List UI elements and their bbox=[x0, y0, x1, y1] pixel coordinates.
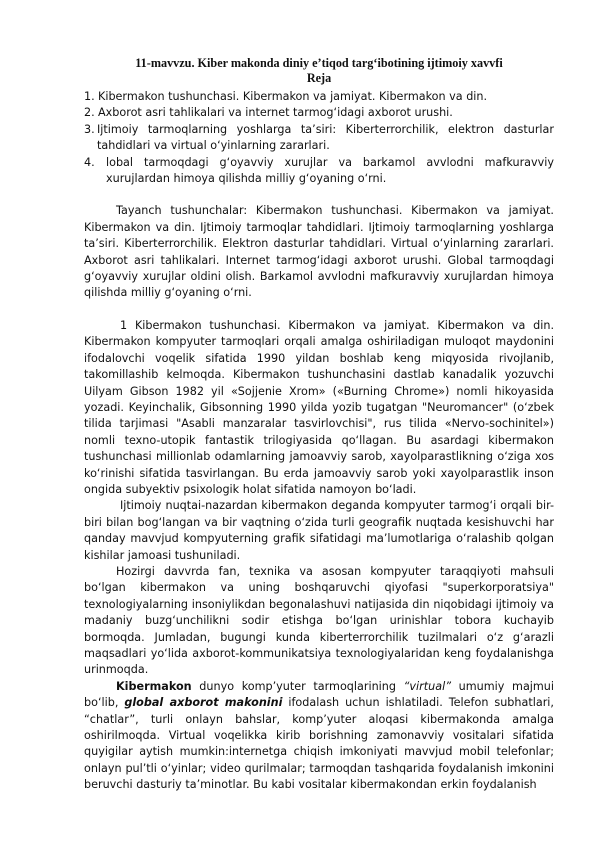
plan-item-text: Kibermakon tushunchasi. Kibermakon va jamiyat. Kibermakon va din. bbox=[98, 90, 488, 103]
plan-item-text: Ijtimoiy tarmoqlarning yoshlarga ta’siri: Kiberterrorchilik, elektron dasturlar tahdidlari va virtual o‘yinlarning zararlari. bbox=[97, 122, 554, 153]
plan-item-3 bbox=[84, 122, 554, 155]
kibermakon-term: Kibermakon bbox=[116, 679, 192, 693]
paragraph-text: dunyo komp’yuter tarmoqlarining bbox=[191, 679, 404, 693]
plan-item-number: 1. bbox=[84, 90, 95, 103]
paragraph-text: umumiy majmui bo‘lib, bbox=[84, 679, 555, 710]
plan-item-text: Axborot asri tahlikalari va internet tarmog‘idagi axborot urushi. bbox=[98, 106, 453, 120]
section1-paragraph-3: Hozirgi davvrda fan, texnika va asosan kompyuter taraqqiyoti mahsuli bo‘lgan kibermakon va uning boshqaruvchi qiyofasi "superkorporatsiya" texnologiyalarning insoniylikdan begonalashuvi natijasida din niqobidagi ijtimoiy va madaniy buzg‘unchilikni sodir etishga bo‘lgan urinishlar tobora kuchayib bormoqda. Jumladan, bugungi kunda kiberterrorchilik tuzilmalari o‘z g‘arazli maqsadlari yo‘lida axborot-kommunikatsiya texnologiyalaridan keng foydalanishga urinmoqda. bbox=[84, 564, 554, 677]
plan-item-4 bbox=[84, 155, 554, 188]
plan-item-number: 3. bbox=[84, 122, 95, 136]
plan-item-number: 4. bbox=[84, 155, 95, 169]
paragraph-text: ifodalash uchun ishlatiladi. Telefon subhatlari, “chatlar”, turli onlayn bahslar, komp’yuter aloqasi kibermakonda amalga oshirilmoqda. Virtual voqelikka kirib borishning zamonavviy vositalari sifatida quyigilar aytish mumkin:internetga chiqish imkoniyati mavvjud mobil telefonlar; onlayn pul’tli o‘yinlar; video qurilmalar; tarmoqdan tashqarida foydalanish imkonini beruvchi dasturiy ta’minotlar. Bu kabi vositalar kibermakondan erkin foydalanish bbox=[84, 696, 554, 792]
plan-item-1 bbox=[84, 89, 554, 105]
key-concepts-paragraph: Tayanch tushunchalar: Kibermakon tushunchasi. Kibermakon va jamiyat. Kibermakon va din. Ijtimoiy tarmoqlar tahdidlari. Ijtimoiy tarmoqlarning yoshlarga ta’siri. Kiberterrorchilik. Elektron dasturlar tahdidlari. Virtual o‘yinlarning zararlari. Axborot asri tahlikalari. Internet tarmog‘idagi axborot urushi. Global tarmoqdagi g‘oyavviy xurujlar oldini olish. Barkamol avvlodni mafkuravviy xurujlardan himoya qilishda milliy g‘oyaning o‘rni. bbox=[84, 204, 554, 300]
virtual-term: “virtual” bbox=[403, 679, 452, 693]
plan-item-text: lobal tarmoqdagi g‘oyavviy xurujlar va barkamol avvlodni mafkuravviy xurujlardan himoya qilishda milliy g‘oyaning o‘rni. bbox=[106, 155, 554, 186]
document-page bbox=[84, 56, 554, 794]
section1-paragraph-2: Ijtimoiy nuqtai-nazardan kibermakon deganda kompyuter tarmog‘i orqali bir-biri bilan bog‘langan va bir vaqtning o‘zida turli geografik nuqtada kesishuvchi har qanday mavvjud kompyuterning grafik sifatidagi ma’lumotlariga o‘ralashib qolgan kishilar jamoasi tushuniladi. bbox=[84, 499, 554, 562]
section1-paragraph-4 bbox=[84, 679, 554, 794]
plan-item-number: 2. bbox=[84, 106, 95, 120]
plan-item-2 bbox=[84, 105, 554, 121]
plan-list bbox=[84, 89, 554, 187]
page-title: 11-mavvzu. Kiber makonda diniy e’tiqod targ‘ibotining ijtimoiy xavvfi bbox=[135, 56, 503, 70]
global-info-space-term: global axborot makonini bbox=[124, 696, 283, 710]
plan-heading: Reja bbox=[306, 71, 332, 85]
section1-paragraph-1: 1 Kibermakon tushunchasi. Kibermakon va jamiyat. Kibermakon va din. Kibermakon kompyuter tarmoqlari orqali amalga oshiriladigan muloqot maydonini ifodalovchi voqelik sifatida 1990 yildan boshlab keng miqyosida rivojlanib, takomillashib kelmoqda. Kibermakon tushunchasini dastlab kanadalik yozuvchi Uilyam Gibson 1982 yil «Sojjenie Xrom» («Burning Chrome») nomli hikoyasida yozadi. Keyinchalik, Gibsonning 1990 yilda yozib tugatgan "Neuromancer" (o‘zbek tilida tarjimasi "Asabli manzaralar tasvirlovchisi", rus tilida «Nervo-sochinitel») nomli texno-utopik fantastik trilogiyasida qo‘llagan. Bu asardagi kibermakon tushunchasi millionlab odamlarning jamoavviy sarob, xayolparastlikning o‘ziga xos ko‘rinishi sifatida tasvirlangan. Bu erda jamoavviy sarob yoki xayolparastlik inson ongida subyektiv psixologik holat sifatida namoyon bo‘ladi. bbox=[84, 318, 554, 496]
